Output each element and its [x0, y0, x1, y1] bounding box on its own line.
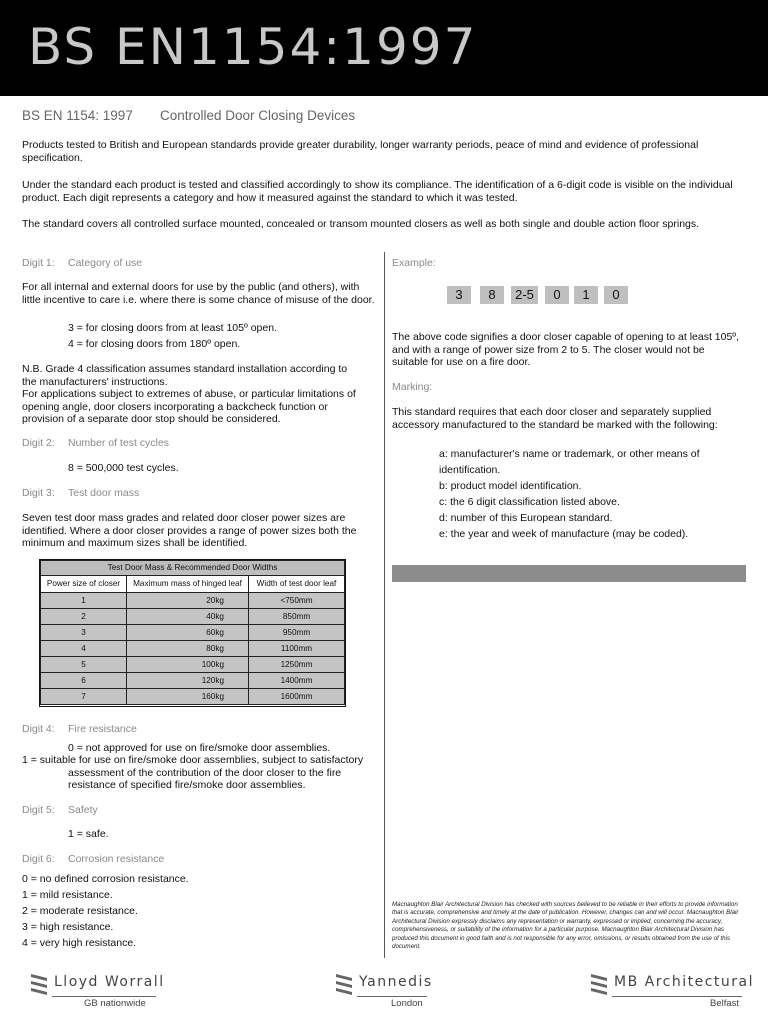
digit2-heading [22, 437, 169, 450]
brand-location: Belfast [710, 998, 740, 1009]
table-cell: 4 [41, 641, 127, 657]
digit5-option: 1 = safe. [68, 828, 109, 840]
column-header: Power size of closer [41, 576, 127, 593]
code-digit-box: 0 [545, 286, 569, 304]
digit-label: Digit 6: [22, 853, 55, 865]
digit3-heading [22, 487, 140, 500]
marking-label: Marking: [392, 381, 433, 393]
brand-location: London [391, 998, 423, 1009]
digit-title: Safety [68, 804, 98, 816]
table-row [41, 689, 345, 705]
digit4-heading [22, 723, 137, 736]
marking-description: This standard requires that each door closer and separately supplied accessory manufactured to the standard be marked with the following: [392, 406, 718, 431]
table-cell: 2 [41, 609, 127, 625]
logo-rule [612, 996, 742, 997]
marking-item: a: manufacturer's name or trademark, or other means of identification. [439, 448, 700, 476]
table-cell: 60kg [127, 625, 249, 641]
digit4-option-text: 1 = suitable for use on fire/smoke door assemblies, subject to satisfactory assessment of the contribution of the door closer to the fire resistance of specified fire/smoke door assemblies. [22, 754, 364, 791]
marking-item: e: the year and week of manufacture (may be coded). [439, 528, 689, 540]
marking-item: c: the 6 digit classification listed above. [439, 496, 620, 508]
table-row [41, 641, 345, 657]
table-row [41, 657, 345, 673]
table-cell: 7 [41, 689, 127, 705]
intro-paragraph: Products tested to British and European standards provide greater durability, longer warranty periods, peace of mind and evidence of professional specification. [22, 139, 699, 164]
code-digit-box: 3 [447, 286, 471, 304]
table-cell: <750mm [249, 593, 345, 609]
gray-separator-bar [392, 565, 746, 582]
corrosion-option: 1 = mild resistance. [22, 889, 113, 901]
stripes-logo-icon [590, 972, 610, 998]
digit-title: Test door mass [68, 487, 140, 499]
digit4-option: 0 = not approved for use on fire/smoke door assemblies. [68, 742, 331, 754]
corrosion-option: 2 = moderate resistance. [22, 905, 138, 917]
table-row [41, 673, 345, 689]
code-digit-box: 0 [604, 286, 628, 304]
column-header: Maximum mass of hinged leaf [127, 576, 249, 593]
logo-rule [357, 996, 427, 997]
code-digit-box: 1 [574, 286, 598, 304]
table-cell: 40kg [127, 609, 249, 625]
table-cell: 950mm [249, 625, 345, 641]
digit-label: Digit 2: [22, 437, 55, 449]
example-explanation: The above code signifies a door closer capable of opening to at least 105º, and with a range of power size from 2 to 5. The closer would not be suitable for use on a fire door. [392, 331, 740, 368]
table-row [41, 609, 345, 625]
corrosion-option: 4 = very high resistance. [22, 937, 137, 949]
title-banner [0, 0, 768, 96]
table-cell: 80kg [127, 641, 249, 657]
table-cell: 5 [41, 657, 127, 673]
digit2-option: 8 = 500,000 test cycles. [68, 462, 179, 474]
digit1-note: For applications subject to extremes of abuse, or particular limitations of opening angle, door closers incorporating a backcheck function or provision of a separate door stop should be considered. [22, 388, 356, 425]
mb-architectural-logo [590, 970, 755, 1010]
digit-label: Digit 5: [22, 804, 55, 816]
digit-label: Digit 4: [22, 723, 55, 735]
corrosion-option: 3 = high resistance. [22, 921, 114, 933]
digit4-option [22, 754, 364, 792]
marking-item: b: product model identification. [439, 480, 582, 492]
table-caption: Test Door Mass & Recommended Door Widths [41, 561, 345, 576]
table-cell: 120kg [127, 673, 249, 689]
table-cell: 850mm [249, 609, 345, 625]
table-cell: 1 [41, 593, 127, 609]
standard-code: BS EN 1154: 1997 [22, 108, 133, 123]
door-mass-table [39, 559, 346, 707]
digit1-option: 4 = for closing doors from 180º open. [68, 338, 241, 350]
disclaimer-text: Macnaughton Blair Architectural Division has checked with sources believed to be reliable in their efforts to provide information that is accurate, comprehensive and timely at the date of publication. However, changes can and will occur. Macnaughton Blair Architectural Division expressly disclaims any representation or warranty, expressed or implied, concerning the accuracy, comprehensiveness, or suitability of the information for a particular purpose. Macnaughton Blair Architectural Division has produced this document in good faith and is not responsible for any error, omissions, or results obtained from the use of this document. [392, 901, 739, 951]
table-row [41, 625, 345, 641]
table-cell: 20kg [127, 593, 249, 609]
document-title: Controlled Door Closing Devices [160, 108, 356, 123]
digit-title: Category of use [68, 257, 143, 269]
lloyd-worrall-logo [30, 970, 165, 1010]
code-digit-box: 8 [480, 286, 504, 304]
table-cell: 1600mm [249, 689, 345, 705]
digit-label: Digit 3: [22, 487, 55, 499]
column-divider [384, 252, 385, 958]
brand-name: Yannedis [359, 974, 433, 990]
digit1-description: For all internal and external doors for use by the public (and others), with little incentive to care i.e. where there is some chance of misuse of the door. [22, 281, 375, 306]
table-cell: 100kg [127, 657, 249, 673]
logo-rule [52, 996, 156, 997]
yannedis-logo [335, 970, 435, 1010]
digit-title: Corrosion resistance [68, 853, 165, 865]
corrosion-option: 0 = no defined corrosion resistance. [22, 873, 189, 885]
digit-title: Number of test cycles [68, 437, 169, 449]
digit3-description: Seven test door mass grades and related door closer power sizes are identified. Where a door closer provides a range of power sizes both the minimum and maximum sizes shall be identified. [22, 512, 357, 549]
table-cell: 160kg [127, 689, 249, 705]
column-header: Width of test door leaf [249, 576, 345, 593]
table-cell: 1400mm [249, 673, 345, 689]
digit-title: Fire resistance [68, 723, 137, 735]
stripes-logo-icon [335, 972, 355, 998]
table-cell: 1250mm [249, 657, 345, 673]
example-label: Example: [392, 257, 436, 269]
table-cell: 6 [41, 673, 127, 689]
brand-name: Lloyd Worrall [54, 974, 165, 990]
page-title: BS EN1154:1997 [28, 18, 478, 76]
table-cell: 3 [41, 625, 127, 641]
marking-item: d: number of this European standard. [439, 512, 613, 524]
stripes-logo-icon [30, 972, 50, 998]
table-row [41, 593, 345, 609]
table-cell: 1100mm [249, 641, 345, 657]
brand-location: GB nationwide [84, 998, 146, 1009]
intro-paragraph: The standard covers all controlled surface mounted, concealed or transom mounted closers as well as both single and double action floor springs. [22, 218, 700, 230]
code-digit-box: 2-5 [511, 286, 538, 304]
brand-name: MB Architectural [614, 974, 755, 990]
digit1-option: 3 = for closing doors from at least 105º open. [68, 322, 277, 334]
digit1-note: N.B. Grade 4 classification assumes standard installation according to the manufacturers' instructions. [22, 363, 348, 388]
digit6-heading [22, 853, 165, 866]
digit-label: Digit 1: [22, 257, 55, 269]
digit1-heading [22, 257, 143, 270]
digit5-heading [22, 804, 98, 817]
intro-paragraph: Under the standard each product is tested and classified accordingly to show its compliance. The identification of a 6-digit code is visible on the individual product. Each digit represents a category and how it measured against the standard to which it was tested. [22, 179, 733, 204]
